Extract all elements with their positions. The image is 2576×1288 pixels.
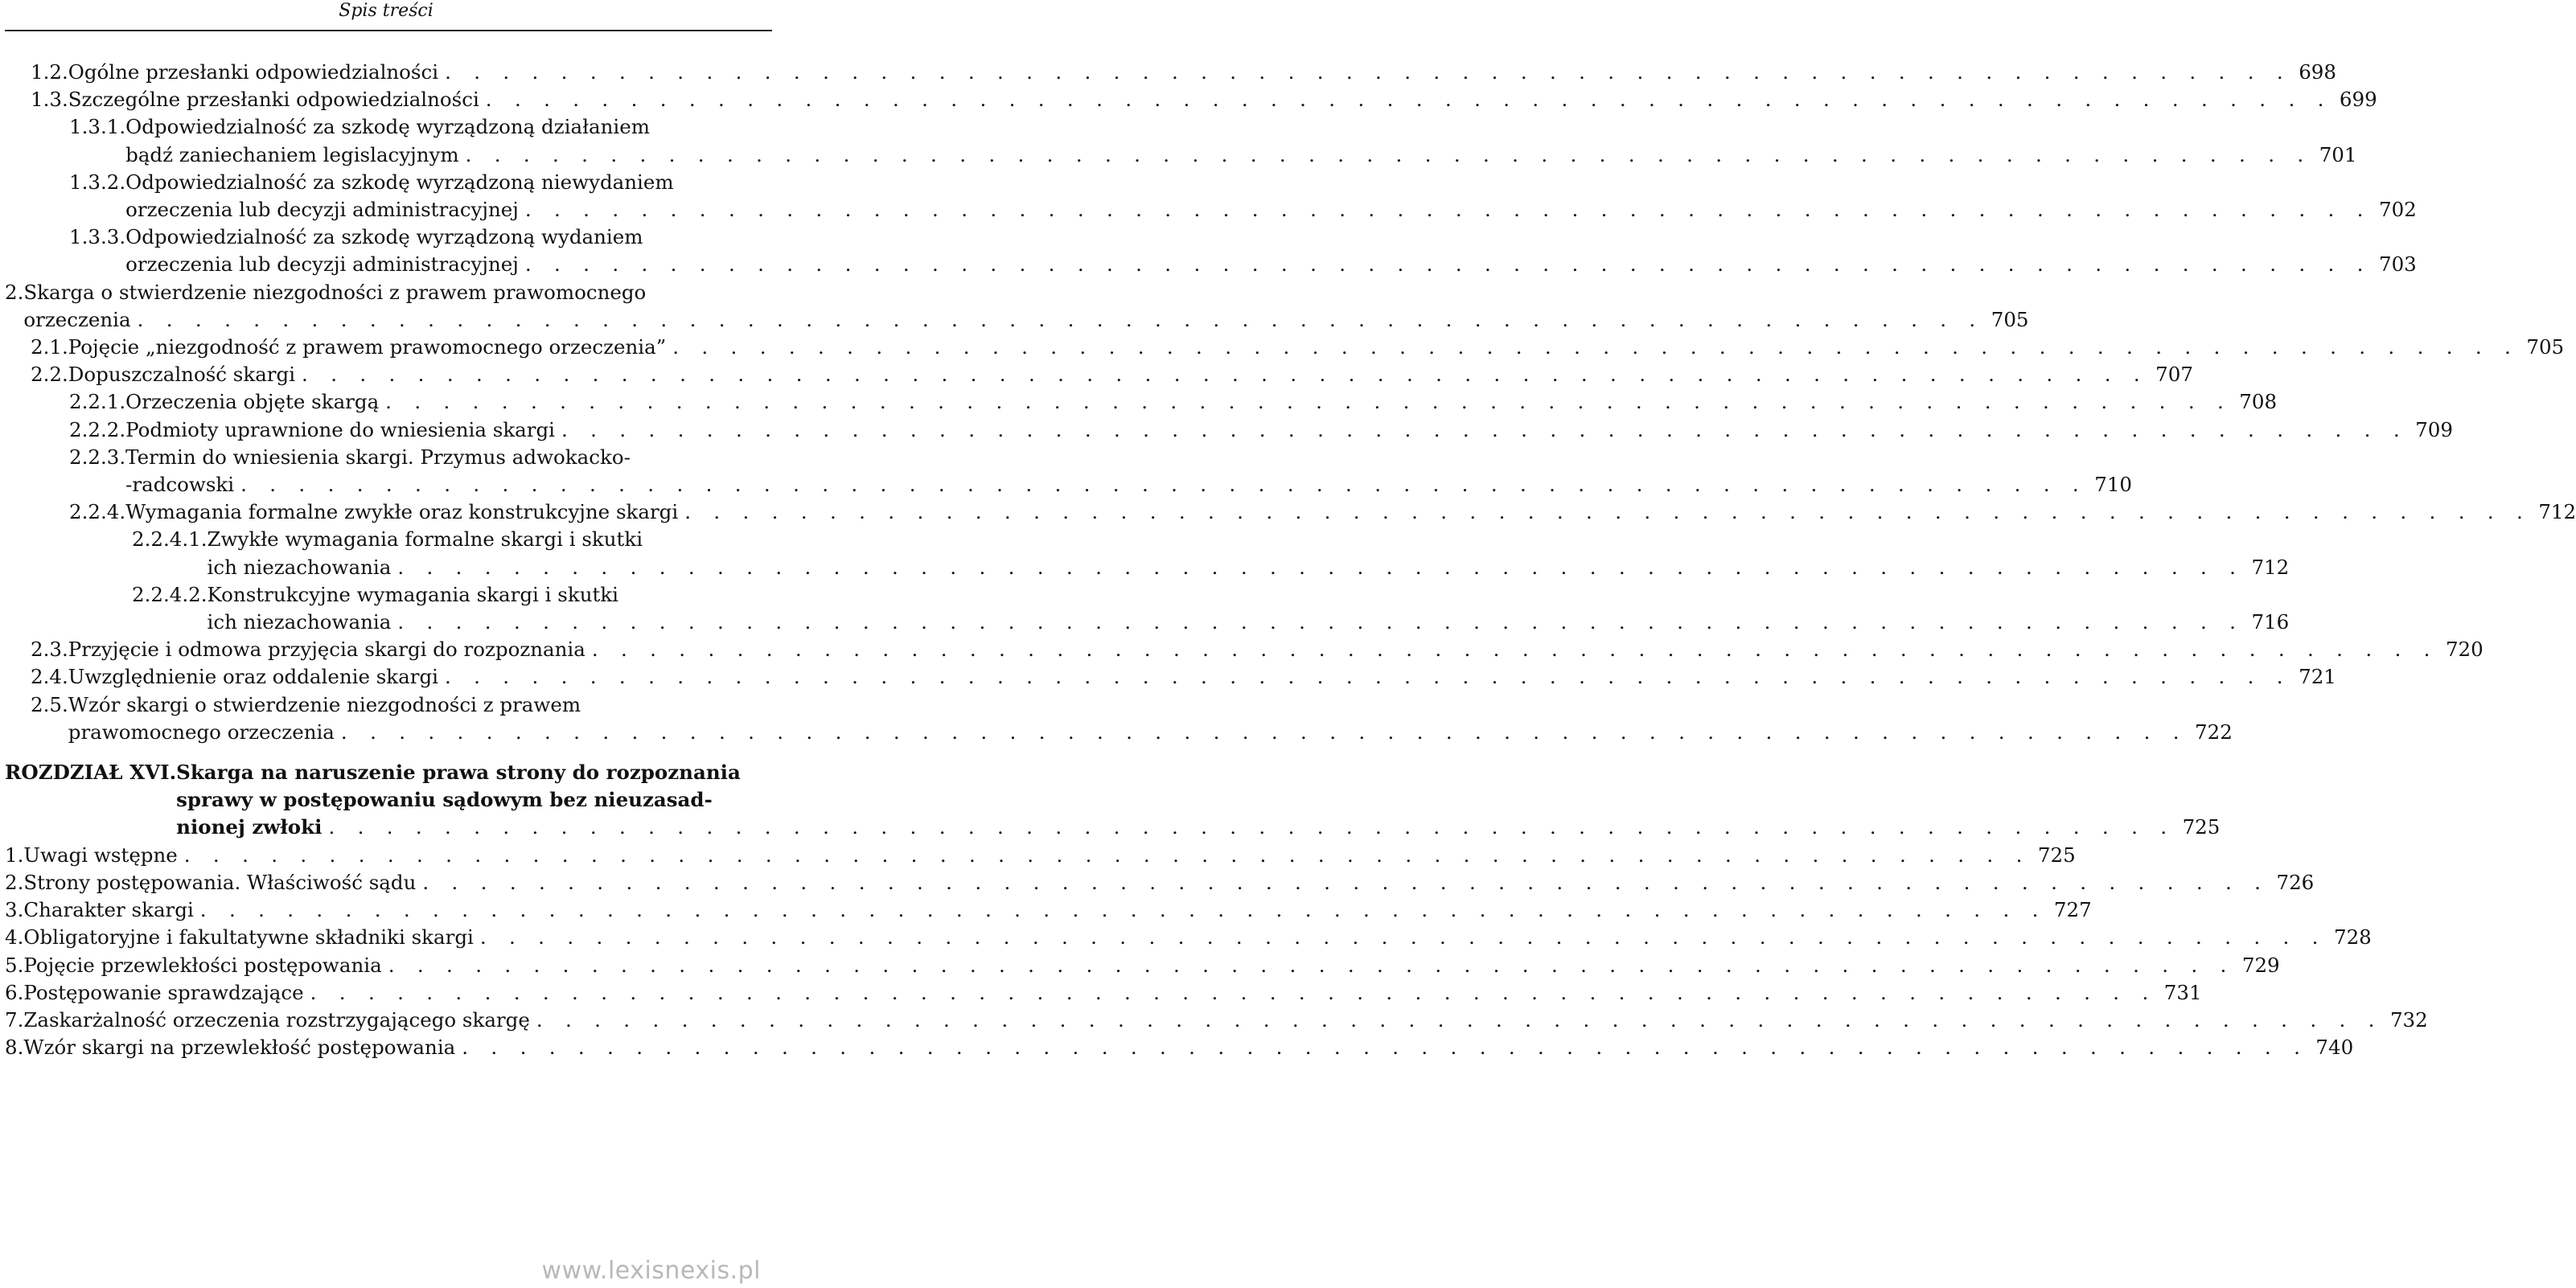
- dot-leaders: . . . . . . . . . . . . . . . . . . . . . . . . . . . . . . . . . . . . . . . . . . . . . . . . . . . . . . . . . . . . . . . .: [445, 665, 2291, 689]
- toc-entry-line: [132, 581, 772, 609]
- dot-leaders: . . . . . . . . . . . . . . . . . . . . . . . . . . . . . . . . . . . . . . . . . . . . . . . . . . . . . . . . . . . . . . . .: [524, 198, 2372, 222]
- toc-entry-title: ich niezachowania: [207, 610, 392, 634]
- toc-entry-line: [69, 169, 772, 196]
- toc-entry-number: 2.2.4.2.: [132, 582, 207, 606]
- toc-entry-line: [5, 279, 772, 306]
- toc-entry-line: [31, 663, 2336, 691]
- toc-entry-title: Pojęcie „niezgodność z prawem prawomocnego orzeczenia”: [68, 335, 667, 359]
- toc-entry-number: 7.: [5, 1007, 24, 1032]
- toc-entry-title: Postępowanie sprawdzające: [23, 980, 304, 1004]
- toc-entry-title: Odpowiedzialność za szkodę wyrządzoną wydaniem: [125, 225, 643, 249]
- toc-entry-line: [5, 869, 2315, 896]
- toc-entry-title: ich niezachowania: [207, 555, 392, 579]
- publisher-url: www.lexisnexis.pl: [541, 1257, 761, 1285]
- toc-page-number: 708: [2239, 390, 2278, 414]
- toc-page-number: 707: [2155, 363, 2193, 387]
- toc-entry: [0, 842, 2076, 869]
- toc-entry-title: Zaskarżalność orzeczenia rozstrzygającego skargę: [23, 1007, 530, 1032]
- toc-entry: [0, 224, 2417, 278]
- dot-leaders: . . . . . . . . . . . . . . . . . . . . . . . . . . . . . . . . . . . . . . . . . . . . . . . . . . . . . . . . . . . . . . . .: [137, 307, 1984, 331]
- toc-entry-title: Szczególne przesłanki odpowiedzialności: [68, 88, 479, 112]
- toc-entry: [0, 444, 2133, 498]
- toc-entry-line: [69, 113, 772, 141]
- dot-leaders: . . . . . . . . . . . . . . . . . . . . . . . . . . . . . . . . . . . . . . . . . . . . . . . . . . . . . . . . . . . . . . . .: [302, 363, 2148, 387]
- toc-page-number: 709: [2415, 417, 2453, 441]
- toc-page-number: 705: [1991, 307, 2029, 331]
- toc-entry: [0, 113, 2357, 168]
- toc-entry-line: [132, 554, 2290, 581]
- toc-entry-title: Odpowiedzialność za szkodę wyrządzoną niewydaniem: [125, 170, 674, 194]
- toc-entry-title: bądź zaniechaniem legislacyjnym: [125, 142, 459, 166]
- dot-leaders: . . . . . . . . . . . . . . . . . . . . . . . . . . . . . . . . . . . . . . . . . . . . . . . . . . . . . . . . . . . . . . . .: [388, 953, 2235, 977]
- toc-entry-number: 2.2.2.: [69, 417, 126, 441]
- toc-entry-number: 2.2.3.: [69, 445, 126, 469]
- toc-entry: [0, 279, 2029, 334]
- toc-entry-number: ROZDZIAŁ XVI.: [5, 761, 177, 785]
- toc-entry-title: Skarga na naruszenie prawa strony do rozpoznania: [176, 761, 741, 785]
- toc-page-number: 727: [2053, 898, 2092, 922]
- toc-entry-line: [69, 444, 772, 471]
- toc-entry-title: -radcowski: [125, 473, 235, 497]
- toc-entry-number: 1.2.: [31, 60, 68, 84]
- dot-leaders: . . . . . . . . . . . . . . . . . . . . . . . . . . . . . . . . . . . . . . . . . . . . . . . . . . . . . . . . . . . . . . . .: [561, 417, 2408, 441]
- toc-page-number: 721: [2299, 665, 2336, 689]
- toc-entry-number: 2.1.: [31, 335, 68, 359]
- toc-entry-title: nionej zwłoki: [176, 815, 323, 839]
- toc-entry-number: 3.: [5, 898, 24, 922]
- dot-leaders: . . . . . . . . . . . . . . . . . . . . . . . . . . . . . . . . . . . . . . . . . . . . . . . . . . . . . . . . . . . . . . . .: [684, 500, 2532, 524]
- toc-entry: [0, 86, 2377, 113]
- toc-page-number: 705: [2526, 335, 2565, 359]
- toc-entry: [0, 869, 2315, 896]
- toc-entry-title: Wymagania formalne zwykłe oraz konstrukcyjne skargi: [125, 500, 679, 524]
- toc-entry: [0, 581, 2290, 636]
- toc-entry-title: Dopuszczalność skargi: [68, 363, 296, 387]
- toc-entry: [0, 1007, 2428, 1034]
- toc-entry-line: [132, 609, 2290, 636]
- toc-entry-title: Charakter skargi: [23, 898, 194, 922]
- toc-entry-line: [69, 251, 2417, 278]
- toc-page-number: 710: [2094, 473, 2133, 497]
- toc-entry: [0, 361, 2193, 388]
- toc-entry-line: [31, 636, 2484, 663]
- toc-entry-title: Przyjęcie i odmowa przyjęcia skargi do rozpoznania: [68, 638, 585, 662]
- toc-entry-number: 1.3.1.: [69, 115, 126, 139]
- toc-entry: [0, 896, 2092, 924]
- toc-entry: [0, 416, 2453, 444]
- toc-entry: [0, 498, 2576, 526]
- toc-entry-line: [31, 334, 2565, 361]
- toc-entry-number: 2.: [5, 280, 24, 304]
- dot-leaders: . . . . . . . . . . . . . . . . . . . . . . . . . . . . . . . . . . . . . . . . . . . . . . . . . . . . . . . . . . . . . . . .: [672, 335, 2520, 359]
- toc-entry-number: 1.3.: [31, 88, 68, 112]
- toc-entry-line: [31, 691, 772, 719]
- toc-page-number: 728: [2333, 925, 2372, 950]
- toc-entry: [0, 1034, 2354, 1061]
- toc-page-number: 722: [2195, 720, 2233, 744]
- toc-entry-title: Ogólne przesłanki odpowiedzialności: [68, 60, 439, 84]
- dot-leaders: . . . . . . . . . . . . . . . . . . . . . . . . . . . . . . . . . . . . . . . . . . . . . . . . . . . . . . . . . . . . . . . .: [385, 390, 2233, 414]
- toc-entry: [0, 334, 2565, 361]
- toc-page-number: 740: [2315, 1036, 2354, 1060]
- toc-entry-title: sprawy w postępowaniu sądowym bez nieuzasad-: [176, 788, 713, 812]
- toc-page-number: 703: [2378, 252, 2417, 277]
- toc-entry-line: [5, 786, 772, 814]
- table-of-contents: [0, 59, 2576, 1061]
- toc-entry-number: 2.2.: [31, 363, 68, 387]
- toc-entry-number: 6.: [5, 980, 24, 1004]
- dot-leaders: . . . . . . . . . . . . . . . . . . . . . . . . . . . . . . . . . . . . . . . . . . . . . . . . . . . . . . . . . . . . . . . .: [199, 898, 2047, 922]
- toc-entry-title: Uwagi wstępne: [23, 843, 178, 867]
- toc-page-number: 712: [2538, 500, 2576, 524]
- toc-entry-line: [5, 306, 2029, 334]
- toc-page-number: 701: [2319, 142, 2357, 166]
- toc-page-number: 712: [2251, 555, 2290, 579]
- toc-entry-line: [5, 952, 2280, 979]
- toc-entry: [0, 691, 2233, 746]
- toc-entry-line: [5, 814, 2221, 841]
- header-rule: [5, 30, 772, 31]
- toc-entry-title: Termin do wniesienia skargi. Przymus adwokacko-: [125, 445, 631, 469]
- toc-entry-title: orzeczenia: [23, 307, 131, 331]
- toc-page-number: 698: [2299, 60, 2336, 84]
- toc-page-number: 725: [2182, 815, 2221, 839]
- toc-entry-title: orzeczenia lub decyzji administracyjnej: [125, 252, 519, 277]
- toc-page-number: 699: [2339, 88, 2377, 112]
- toc-entry-line: [69, 196, 2417, 224]
- toc-entry-number: 2.2.1.: [69, 390, 126, 414]
- toc-entry: [0, 636, 2484, 663]
- toc-page-number: 725: [2037, 843, 2076, 867]
- toc-entry-number: 4.: [5, 925, 24, 950]
- toc-entry: [0, 169, 2417, 224]
- toc-entry-title: Skarga o stwierdzenie niezgodności z prawem prawomocnego: [23, 280, 647, 304]
- dot-leaders: . . . . . . . . . . . . . . . . . . . . . . . . . . . . . . . . . . . . . . . . . . . . . . . . . . . . . . . . . . . . . . . .: [479, 925, 2327, 950]
- toc-entry: [0, 388, 2278, 416]
- toc-entry-title: Zwykłe wymagania formalne skargi i skutki: [207, 527, 643, 552]
- dot-leaders: . . . . . . . . . . . . . . . . . . . . . . . . . . . . . . . . . . . . . . . . . . . . . . . . . . . . . . . . . . . . . . . .: [397, 610, 2245, 634]
- toc-entry: [0, 924, 2372, 951]
- toc-entry: [0, 663, 2336, 691]
- toc-entry-number: 2.5.: [31, 692, 68, 716]
- dot-leaders: . . . . . . . . . . . . . . . . . . . . . . . . . . . . . . . . . . . . . . . . . . . . . . . . . . . . . . . . . . . . . . . .: [240, 473, 2088, 497]
- toc-entry-number: 2.3.: [31, 638, 68, 662]
- toc-entry-number: 1.: [5, 843, 24, 867]
- toc-page-number: 729: [2241, 953, 2280, 977]
- toc-entry-number: 1.3.3.: [69, 225, 126, 249]
- toc-entry-line: [5, 896, 2092, 924]
- toc-entry-number: 5.: [5, 953, 24, 977]
- header-title: Spis treści: [339, 1, 433, 21]
- dot-leaders: . . . . . . . . . . . . . . . . . . . . . . . . . . . . . . . . . . . . . . . . . . . . . . . . . . . . . . . . . . . . . . . .: [183, 843, 2031, 867]
- toc-entry-number: 2.: [5, 870, 24, 894]
- toc-entry-title: Wzór skargi o stwierdzenie niezgodności z prawem: [68, 692, 581, 716]
- toc-entry-number: 2.2.4.1.: [132, 527, 207, 552]
- toc-entry: [0, 526, 2290, 580]
- dot-leaders: . . . . . . . . . . . . . . . . . . . . . . . . . . . . . . . . . . . . . . . . . . . . . . . . . . . . . . . . . . . . . . . .: [445, 60, 2291, 84]
- running-header: [0, 0, 772, 31]
- toc-entry-line: [69, 498, 2576, 526]
- toc-entry-line: [5, 924, 2372, 951]
- toc-page-number: 731: [2163, 980, 2202, 1004]
- toc-entry-line: [31, 719, 2233, 746]
- dot-leaders: . . . . . . . . . . . . . . . . . . . . . . . . . . . . . . . . . . . . . . . . . . . . . . . . . . . . . . . . . . . . . . . .: [340, 720, 2188, 744]
- dot-leaders: . . . . . . . . . . . . . . . . . . . . . . . . . . . . . . . . . . . . . . . . . . . . . . . . . . . . . . . . . . . . . . . .: [465, 142, 2312, 166]
- toc-entry-title: prawomocnego orzeczenia: [68, 720, 335, 744]
- toc-entry: [0, 759, 2221, 842]
- dot-leaders: . . . . . . . . . . . . . . . . . . . . . . . . . . . . . . . . . . . . . . . . . . . . . . . . . . . . . . . . . . . . . . . .: [536, 1007, 2383, 1032]
- toc-entry-number: 8.: [5, 1036, 24, 1060]
- toc-entry-line: [5, 842, 2076, 869]
- dot-leaders: . . . . . . . . . . . . . . . . . . . . . . . . . . . . . . . . . . . . . . . . . . . . . . . . . . . . . . . . . . . . . . . .: [328, 815, 2175, 839]
- toc-entry-title: Orzeczenia objęte skargą: [125, 390, 380, 414]
- toc-entry-line: [31, 86, 2377, 113]
- toc-page-number: 716: [2251, 610, 2290, 634]
- toc-page-number: 720: [2445, 638, 2484, 662]
- toc-entry-number: 2.4.: [31, 665, 68, 689]
- toc-entry-title: Obligatoryjne i fakultatywne składniki skargi: [23, 925, 474, 950]
- dot-leaders: . . . . . . . . . . . . . . . . . . . . . . . . . . . . . . . . . . . . . . . . . . . . . . . . . . . . . . . . . . . . . . . .: [310, 980, 2157, 1004]
- dot-leaders: . . . . . . . . . . . . . . . . . . . . . . . . . . . . . . . . . . . . . . . . . . . . . . . . . . . . . . . . . . . . . . . .: [485, 88, 2332, 112]
- toc-entry-title: Konstrukcyjne wymagania skargi i skutki: [207, 582, 619, 606]
- dot-leaders: . . . . . . . . . . . . . . . . . . . . . . . . . . . . . . . . . . . . . . . . . . . . . . . . . . . . . . . . . . . . . . . .: [397, 555, 2245, 579]
- toc-entry-line: [5, 979, 2202, 1007]
- toc-entry-line: [31, 59, 2336, 86]
- toc-entry-title: Pojęcie przewlekłości postępowania: [23, 953, 382, 977]
- toc-entry: [0, 952, 2280, 979]
- toc-entry-line: [5, 759, 772, 786]
- toc-entry-line: [31, 361, 2193, 388]
- toc-page-number: 726: [2276, 870, 2315, 894]
- toc-entry-number: 1.3.2.: [69, 170, 126, 194]
- toc-entry-number: 2.2.4.: [69, 500, 126, 524]
- toc-entry-line: [69, 416, 2453, 444]
- toc-entry-line: [69, 471, 2133, 498]
- toc-entry-line: [69, 142, 2357, 169]
- toc-entry-title: orzeczenia lub decyzji administracyjnej: [125, 198, 519, 222]
- toc-entry-title: Podmioty uprawnione do wniesienia skargi: [125, 417, 556, 441]
- toc-entry-title: Uwzględnienie oraz oddalenie skargi: [68, 665, 438, 689]
- toc-page-number: 702: [2378, 198, 2417, 222]
- dot-leaders: . . . . . . . . . . . . . . . . . . . . . . . . . . . . . . . . . . . . . . . . . . . . . . . . . . . . . . . . . . . . . . . .: [462, 1036, 2309, 1060]
- toc-entry-line: [5, 1007, 2428, 1034]
- toc-entry-line: [69, 224, 772, 251]
- toc-entry-title: Wzór skargi na przewlekłość postępowania: [23, 1036, 456, 1060]
- toc-entry-title: Strony postępowania. Właściwość sądu: [23, 870, 417, 894]
- toc-entry-line: [69, 388, 2278, 416]
- dot-leaders: . . . . . . . . . . . . . . . . . . . . . . . . . . . . . . . . . . . . . . . . . . . . . . . . . . . . . . . . . . . . . . . .: [422, 870, 2270, 894]
- dot-leaders: . . . . . . . . . . . . . . . . . . . . . . . . . . . . . . . . . . . . . . . . . . . . . . . . . . . . . . . . . . . . . . . .: [591, 638, 2438, 662]
- toc-page-number: 732: [2389, 1007, 2428, 1032]
- toc-entry-line: [132, 526, 772, 553]
- toc-entry-line: [5, 1034, 2354, 1061]
- toc-entry: [0, 59, 2336, 86]
- toc-entry: [0, 979, 2202, 1007]
- dot-leaders: . . . . . . . . . . . . . . . . . . . . . . . . . . . . . . . . . . . . . . . . . . . . . . . . . . . . . . . . . . . . . . . .: [524, 252, 2372, 277]
- toc-entry-title: Odpowiedzialność za szkodę wyrządzoną działaniem: [125, 115, 650, 139]
